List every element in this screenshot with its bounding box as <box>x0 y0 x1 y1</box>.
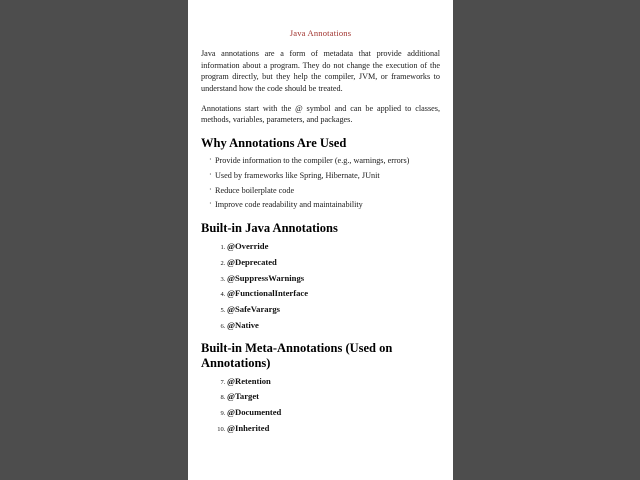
list-item-text: Improve code readability and maintainability <box>215 200 363 210</box>
list-item: 1. @Override <box>227 241 440 252</box>
list-item: 6. @Native <box>227 320 440 331</box>
list-item <box>215 156 440 167</box>
why-used-list <box>201 156 440 211</box>
section-heading-why-annotations-are-used: Why Annotations Are Used <box>201 135 347 150</box>
built-in-annotations-list <box>201 241 440 331</box>
intro-paragraph-2: Annotations start with the @ symbol and can be applied to classes, methods, variables, parameters, and packages. <box>201 103 440 125</box>
list-item <box>215 186 440 197</box>
page-content <box>188 0 453 448</box>
list-item: 10. @Inherited <box>227 423 440 434</box>
list-item <box>215 171 440 182</box>
list-item: 9. @Documented <box>227 407 440 418</box>
list-item: 8. @Target <box>227 391 440 402</box>
list-item-text: Used by frameworks like Spring, Hibernate, JUnit <box>215 170 380 180</box>
list-item <box>215 200 440 211</box>
list-item: 4. @FunctionalInterface <box>227 288 440 299</box>
document-page[interactable] <box>188 0 453 480</box>
page-title: Java Annotations <box>289 28 352 38</box>
section-heading-built-in-meta-annotations: Built-in Meta-Annotations (Used on Annotations) <box>201 340 393 370</box>
list-item-text: Provide information to the compiler (e.g., warnings, errors) <box>215 155 410 165</box>
list-item-text: Reduce boilerplate code <box>215 185 295 195</box>
list-item: 7. @Retention <box>227 376 440 387</box>
list-item: 3. @SuppressWarnings <box>227 273 440 284</box>
section-heading-built-in-java-annotations: Built-in Java Annotations <box>201 221 338 236</box>
list-item: 5. @SafeVarargs <box>227 304 440 315</box>
meta-annotations-list <box>201 376 440 434</box>
intro-paragraph-1: Java annotations are a form of metadata that provide additional information about a program. They do not change the execution of the program directly, but they help the compiler, JVM, or frameworks to understand how the code should be treated. <box>201 49 440 93</box>
list-item: 2. @Deprecated <box>227 257 440 268</box>
